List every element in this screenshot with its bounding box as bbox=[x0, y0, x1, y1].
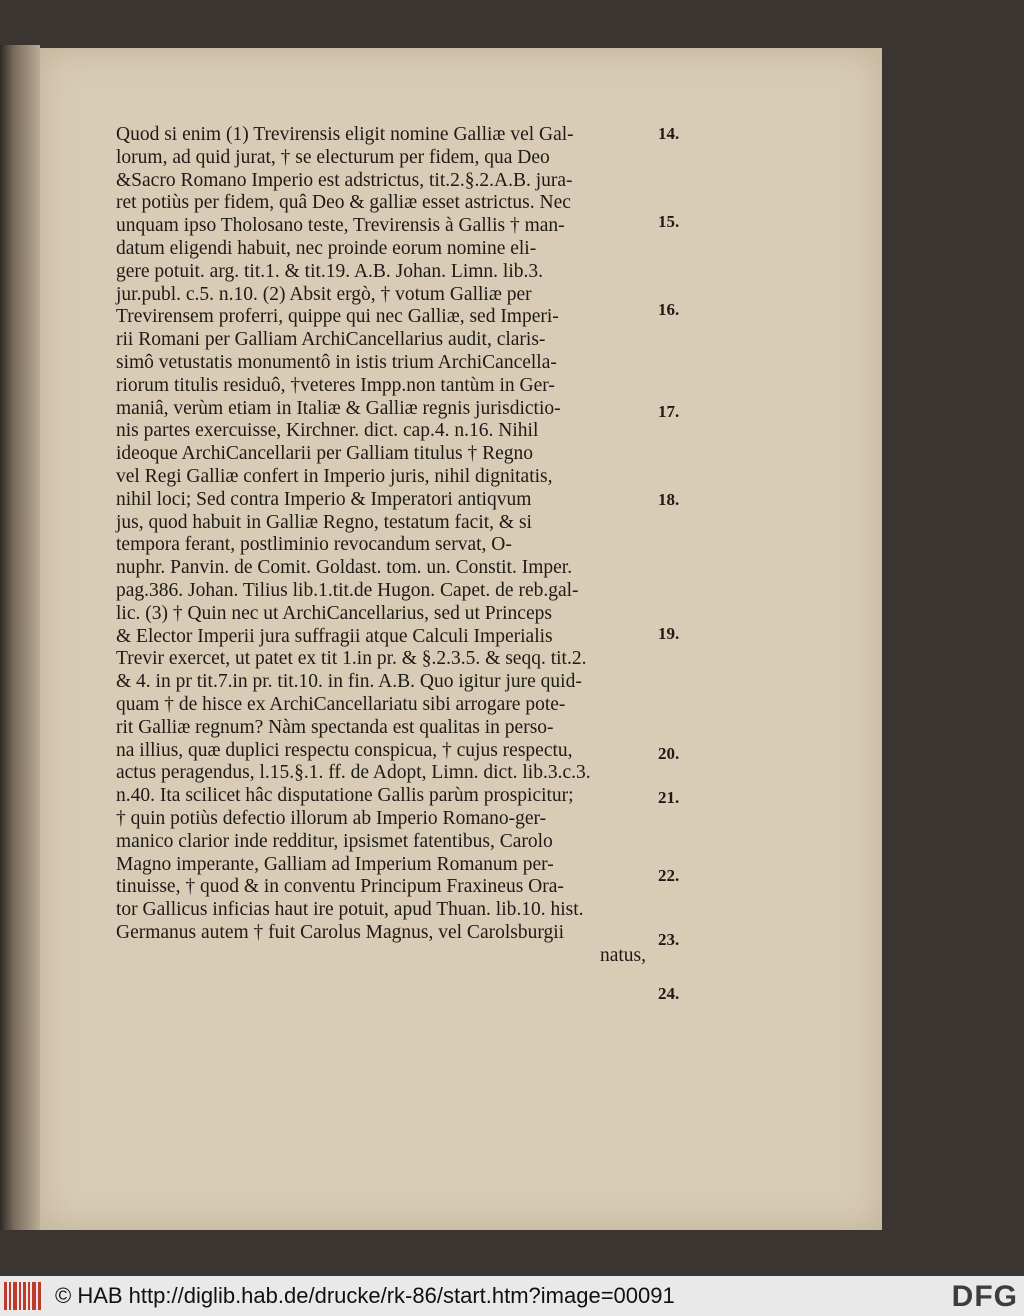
text-line: unquam ipso Tholosano teste, Trevirensis à Gallis † man- bbox=[116, 215, 565, 237]
text-line: nuphr. Panvin. de Comit. Goldast. tom. un. Constit. Imper. bbox=[116, 557, 573, 579]
text-line: jur.publ. c.5. n.10. (2) Absit ergò, † votum Galliæ per bbox=[116, 283, 532, 305]
text-line: gere potuit. arg. tit.1. & tit.19. A.B. Johan. Limn. lib.3. bbox=[116, 260, 543, 282]
scanned-page bbox=[40, 48, 882, 1230]
text-line: vel Regi Galliæ confert in Imperio juris, nihil dignitatis, bbox=[116, 465, 553, 487]
marginal-number: 24. bbox=[658, 984, 680, 1003]
text-line: datum eligendi habuit, nec proinde eorum nomine eli- bbox=[116, 237, 537, 259]
text-line: tinuisse, † quod & in conventu Principum Fraxineus Ora- bbox=[116, 876, 564, 898]
text-line: manico clarior inde redditur, ipsismet fatentibus, Carolo bbox=[116, 830, 553, 852]
text-line: Magno imperante, Galliam ad Imperium Romanum per- bbox=[116, 853, 554, 875]
previous-page-edge bbox=[0, 45, 40, 1230]
text-line: tempora ferant, postliminio revocandum servat, O- bbox=[116, 534, 512, 556]
text-line: n.40. Ita scilicet hâc disputatione Gallis parùm prospicitur; bbox=[116, 785, 574, 807]
logo-stripe bbox=[9, 1282, 11, 1310]
logo-stripe bbox=[23, 1282, 26, 1310]
marginal-number: 14. bbox=[658, 124, 680, 143]
footer-bar bbox=[0, 1276, 1024, 1316]
text-line: ideoque ArchiCancellarii per Galliam titulus † Regno bbox=[116, 443, 533, 465]
text-line: Germanus autem † fuit Carolus Magnus, vel Carolsburgii bbox=[116, 921, 565, 943]
text-line: maniâ, verùm etiam in Italiæ & Galliæ regnis jurisdictio- bbox=[116, 397, 561, 419]
text-line: na illius, quæ duplici respectu conspicua, † cujus respectu, bbox=[116, 739, 573, 761]
text-line: rit Galliæ regnum? Nàm spectanda est qualitas in perso- bbox=[116, 716, 554, 738]
marginal-number: 20. bbox=[658, 744, 680, 763]
marginal-number: 22. bbox=[658, 866, 680, 885]
text-line: Quod si enim (1) Trevirensis eligit nomine Galliæ vel Gal- bbox=[116, 124, 574, 145]
logo-stripe bbox=[38, 1282, 41, 1310]
text-line: & 4. in pr tit.7.in pr. tit.10. in fin. A.B. Quo igitur jure quid- bbox=[116, 671, 582, 693]
text-line: pag.386. Johan. Tilius lib.1.tit.de Hugon. Capet. de reb.gal- bbox=[116, 579, 579, 601]
footer-credit[interactable]: © HAB http://diglib.hab.de/drucke/rk-86/start.htm?image=00091 bbox=[55, 1283, 675, 1308]
logo-stripe bbox=[28, 1282, 30, 1310]
dfg-logo: DFG bbox=[951, 1280, 1018, 1313]
logo-stripe bbox=[19, 1282, 21, 1310]
text-line: riorum titulis residuô, †veteres Impp.non tantùm in Ger- bbox=[116, 374, 555, 396]
body-text bbox=[116, 124, 646, 967]
marginal-number: 17. bbox=[658, 402, 680, 421]
hab-logo-icon bbox=[4, 1282, 43, 1310]
logo-stripe bbox=[13, 1282, 17, 1310]
marginal-number: 18. bbox=[658, 490, 680, 509]
marginal-number: 23. bbox=[658, 930, 680, 949]
marginal-number: 21. bbox=[658, 788, 680, 807]
text-line: ret potiùs per fidem, quâ Deo & galliæ esset astrictus. Nec bbox=[116, 192, 571, 214]
text-line: lorum, ad quid jurat, † se electurum per fidem, qua Deo bbox=[116, 146, 550, 168]
text-line: natus, bbox=[599, 944, 646, 966]
text-line: quam † de hisce ex ArchiCancellariatu sibi arrogare pote- bbox=[116, 693, 566, 715]
text-line: † quin potiùs defectio illorum ab Imperio Romano-ger- bbox=[116, 807, 547, 829]
marginal-number: 16. bbox=[658, 300, 680, 319]
text-line: Trevir exercet, ut patet ex tit 1.in pr. & §.2.3.5. & seqq. tit.2. bbox=[116, 648, 587, 670]
marginal-number: 19. bbox=[658, 624, 680, 643]
text-line: Trevirensem proferri, quippe qui nec Galliæ, sed Imperi- bbox=[116, 306, 559, 328]
text-line: lic. (3) † Quin nec ut ArchiCancellarius, sed ut Princeps bbox=[116, 602, 552, 624]
text-line: jus, quod habuit in Galliæ Regno, testatum facit, & si bbox=[116, 511, 532, 533]
text-line: &Sacro Romano Imperio est adstrictus, tit.2.§.2.A.B. jura- bbox=[116, 169, 573, 191]
logo-stripe bbox=[4, 1282, 7, 1310]
text-line: rii Romani per Galliam ArchiCancellarius audit, claris- bbox=[116, 329, 546, 351]
text-line: & Elector Imperii jura suffragii atque Calculi Imperialis bbox=[116, 625, 553, 647]
text-line: actus peragendus, l.15.§.1. ff. de Adopt, Limn. dict. lib.3.c.3. bbox=[116, 762, 591, 784]
marginal-number: 15. bbox=[658, 212, 680, 231]
text-line: simô vetustatis monumentô in istis trium ArchiCancella- bbox=[116, 351, 557, 373]
logo-stripe bbox=[32, 1282, 36, 1310]
text-line: nis partes exercuisse, Kirchner. dict. cap.4. n.16. Nihil bbox=[116, 420, 539, 442]
text-line: nihil loci; Sed contra Imperio & Imperatori antiqvum bbox=[116, 488, 532, 510]
marginal-numbers bbox=[658, 124, 718, 1044]
text-line: tor Gallicus inficias haut ire potuit, apud Thuan. lib.10. hist. bbox=[116, 899, 584, 921]
